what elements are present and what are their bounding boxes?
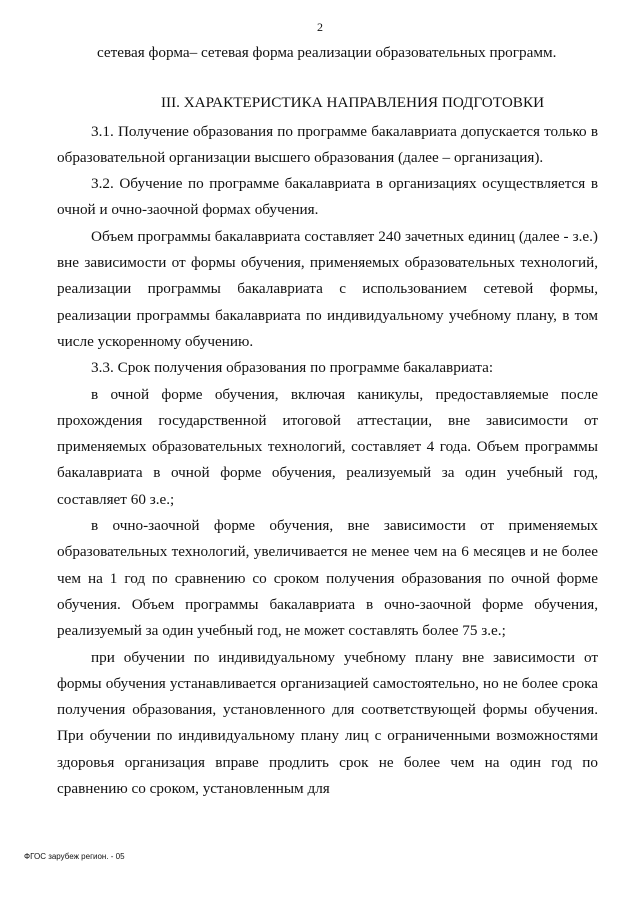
paragraph-individual-plan: при обучении по индивидуальному учебному плану вне зависимости от формы обучения устанавливается организацией самостоятельно, но не более срока получения образования, установленного для соответствующей формы обучения. При обучении по индивидуальному плану лиц с ограниченными возможностями здоровья организация вправе продлить срок не более чем на один год по сравнению со сроком, установленным для — [57, 648, 598, 798]
footer-note: ФГОС зарубеж регион. - 05 — [24, 852, 125, 861]
paragraph-3-1: 3.1. Получение образования по программе бакалавриата допускается только в образовательной организации высшего образования (далее – организация). — [57, 122, 598, 166]
section-heading: III. ХАРАКТЕРИСТИКА НАПРАВЛЕНИЯ ПОДГОТОВКИ — [160, 94, 545, 112]
paragraph-3-2: 3.2. Обучение по программе бакалавриата в организациях осуществляется в очной и очно-заочной формах обучения. — [57, 175, 598, 219]
paragraph-volume: Объем программы бакалавриата составляет 240 зачетных единиц (далее - з.е.) вне зависимости от формы обучения, применяемых образовательных технологий, реализации программы бакалавриата с использованием сетевой формы, реализации программы бакалавриата по индивидуальному учебному плану, в том числе ускоренному обучению. — [57, 227, 598, 350]
paragraph-full-time: в очной форме обучения, включая каникулы, предоставляемые после прохождения государственной итоговой аттестации, вне зависимости от применяемых образовательных технологий, составляет 4 года. Объем программы бакалавриата в очной форме обучения, реализуемый за один учебный год, составляет 60 з.е.; — [57, 385, 598, 508]
paragraph-3-3: 3.3. Срок получения образования по программе бакалавриата: — [91, 359, 494, 377]
page-number: 2 — [317, 20, 323, 34]
document-body — [57, 40, 598, 802]
paragraph-part-time: в очно-заочной форме обучения, вне зависимости от применяемых образовательных технологий, увеличивается не менее чем на 6 месяцев и не более чем на 1 год по сравнению со сроком получения образования по очной форме обучения. Объем программы бакалавриата в очно-заочной форме обучения, реализуемый за один учебный год, не может составлять более 75 з.е.; — [57, 517, 598, 640]
top-line-text: сетевая форма– сетевая форма реализации образовательных программ. — [97, 44, 557, 61]
